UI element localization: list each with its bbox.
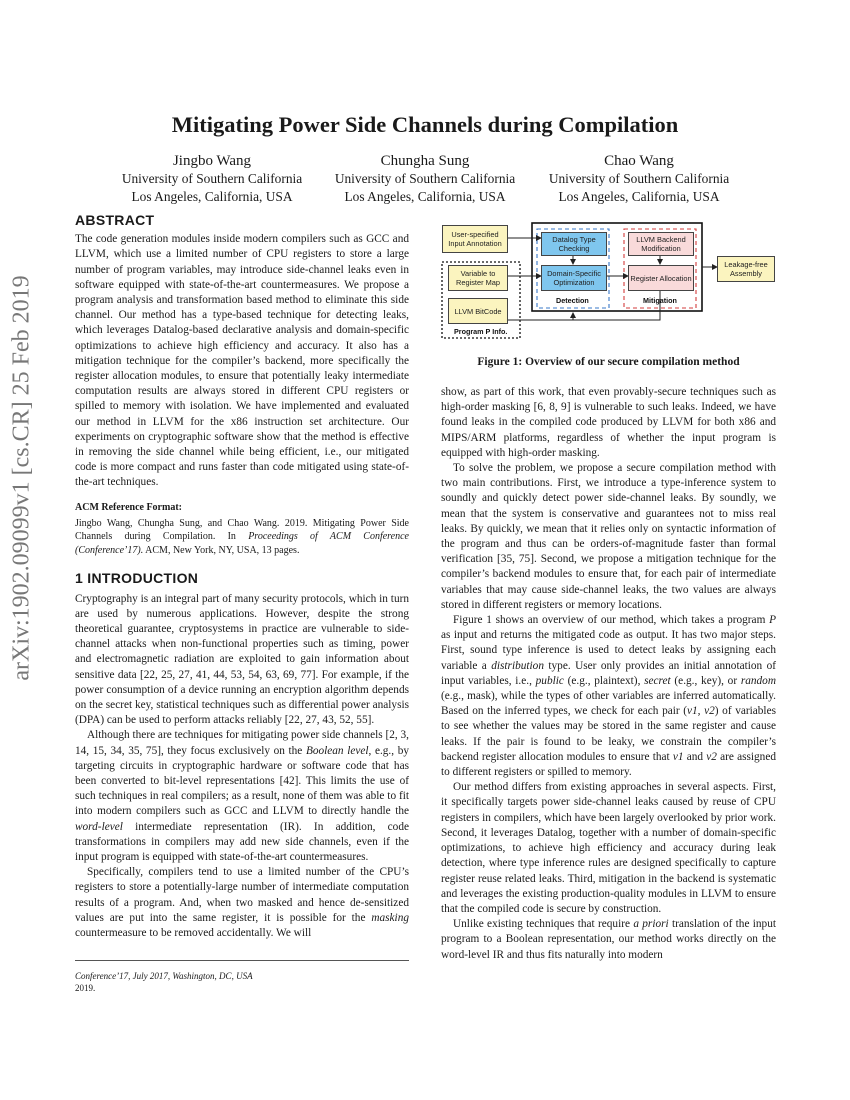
acm-reference-text: Jingbo Wang, Chungha Sung, and Chao Wang. 2019. Mitigating Power Side Channels during Compilation. In Proceedings of ACM Conference (Conference’17). ACM, New York, NY, USA, 13 pages. bbox=[75, 517, 410, 556]
left-column bbox=[75, 213, 409, 941]
author-location: Los Angeles, California, USA bbox=[558, 189, 720, 204]
footnote-rule bbox=[75, 960, 409, 961]
body-paragraph: Figure 1 shows an overview of our method, which takes a program P as input and returns the mitigated code as output. It has two major steps. First, sound type inference is used to detect leaks by assigning each variable a distribution type. User only provides an initial annotation of input variables, i.e., public (e.g., plaintext), secret (e.g., key), or random (e.g., mask), while the types of other variables are inferred automatically. Based on the inferred types, we check for each pair (v1, v2) of variables to see whether the values may be stored in the same register and cause leaks. If the pair is found to be leaky, we constrain the compiler’s backend register allocation modules to ensure that v1 and v2 are assigned to different registers or spilled to memory. bbox=[441, 614, 776, 779]
body-paragraph: show, as part of this work, that even provably-secure techniques such as high-order masking [6, 8, 9] is vulnerable to such leaks. Indeed, we have found leaks in the compiled code produced by LLVM for both x86 and MIPS/ARM platforms, regardless of whether the input program is equipped with high-order masking. bbox=[441, 386, 776, 459]
body-paragraph: To solve the problem, we propose a secure compilation method with two main contributions. First, we introduce a type-inference system to soundly and quickly detect power side-channel leaks. By soundly, we mean that the system is conservative and guarantees not to miss real leaks. By quickly, we mean that it relies only on syntactic information of the program and thus can be orders-of-magnitude faster than formal verification [35, 75]. Second, we propose a mitigation technique for the compiler’s backend modules to ensure that, for each pair of intermediate variables that may cause side-channel leaks, the two values are always stored in different registers or memory locations. bbox=[441, 462, 776, 611]
llvm-backend-modification-box: LLVM Backend Modification bbox=[628, 232, 694, 256]
detection-label: Detection bbox=[556, 296, 589, 305]
right-column bbox=[441, 385, 776, 963]
arxiv-id: arXiv:1902.09099v1 [cs.CR] 25 Feb 2019 bbox=[8, 275, 35, 681]
author-block bbox=[300, 152, 550, 206]
abstract-text: The code generation modules inside modern compilers such as GCC and LLVM, which use a limited number of CPU registers to store a large number of program variables, may introduce side-channel leaks even in software equipped with state-of-the-art countermeasures. We propose a program analysis and transformation based method to eliminate this side channel. Our method has a type-based technique for detecting leaks, which leverages Datalog-based declarative analysis and domain-specific optimizations to achieve high efficiency and accuracy. It also has a mitigation technique for the compiler’s backend, more specifically the register allocation modules, to ensure that potentially leaky intermediate computation results are always stored in different CPU registers or spilled to memory with isolation. We have implemented and evaluated our method in LLVM for the x86 instruction set architecture. Our experiments on cryptographic software show that the method is effective in removing the side channel while being efficient, i.e., our mitigated code is more compact and runs faster than code mitigated using state-of-the-art techniques. bbox=[75, 233, 409, 489]
body-paragraph: Unlike existing techniques that require a priori translation of the input program to a Boolean representation, our method works directly on the word-level IR and thus fits naturally into modern bbox=[441, 918, 776, 961]
figure-1-diagram bbox=[440, 220, 775, 345]
domain-specific-optimization-box: Domain-Specific Optimization bbox=[541, 265, 607, 291]
author-name: Jingbo Wang bbox=[172, 153, 252, 169]
author-location: Los Angeles, California, USA bbox=[344, 189, 506, 204]
leakage-free-assembly-box: Leakage-free Assembly bbox=[717, 256, 775, 282]
intro-paragraph: Specifically, compilers tend to use a limited number of the CPU’s registers to store a potentially-large number of intermediate computation results of a program. And, when two masked and hence de-sensitized values are put into the same register, it is possible for the masking countermeasure to be removed accidentally. We will bbox=[75, 866, 409, 940]
register-allocation-box: Register Allocation bbox=[628, 265, 694, 291]
intro-paragraph: Cryptography is an integral part of many security protocols, which in turn are used by numerous applications. However, despite the strong theoretical guarantee, cryptosystems in practice are vulnerable to side-channel attacks when non-functional properties such as timing, power and electromagnetic radiation are exploited to gain information about sensitive data [22, 25, 27, 41, 44, 53, 54, 63, 69, 77]. For example, if the power consumption of a device running an encryption algorithm depends on the secret key, statistical techniques such as differential power analysis (DPA) can be used to perform attacks reliably [22, 27, 43, 52, 55]. bbox=[75, 592, 409, 727]
body-paragraph: Our method differs from existing approaches in several aspects. First, it specifically targets power side-channel leaks caused by reuse of CPU registers in compilers, which have been largely overlooked by prior work. Second, it leverages Datalog, together with a number of domain-specific optimizations, to achieve high efficiency and accuracy during leak detection, where type inference rules are designed specifically to capture register reuse related leaks. Third, mitigation in the backend is systematic and leverages the existing production-quality modules in LLVM to ensure that the compiled code is secure by construction. bbox=[441, 781, 776, 915]
llvm-bitcode-box: LLVM BitCode bbox=[448, 298, 508, 324]
author-name: Chungha Sung bbox=[380, 153, 470, 169]
arxiv-sidebar bbox=[4, 268, 40, 688]
paper-title: Mitigating Power Side Channels during Compilation bbox=[171, 112, 679, 137]
program-info-label: Program P Info. bbox=[454, 327, 508, 336]
author-name: Chao Wang bbox=[604, 153, 674, 169]
intro-paragraph: Although there are techniques for mitigating power side channels [2, 3, 14, 15, 34, 35, 75], they focus exclusively on the Boolean level, e.g., by targeting circuits in cryptographic hardware or software code that has been converted to bit-level representations [42]. This limits the use of such techniques in real compilers; as a result, none of them was able to fit into modern compilers such as GCC and LLVM to directly handle the word-level intermediate representation (IR). In addition, code transformations in compilers may add new side channels, even if the input program is equipped with state-of-the-art countermeasures. bbox=[75, 729, 409, 864]
author-affiliation: University of Southern California bbox=[121, 171, 303, 186]
mitigation-label: Mitigation bbox=[643, 296, 677, 305]
footnote bbox=[75, 970, 253, 994]
user-annotation-box: User-specified Input Annotation bbox=[442, 225, 508, 253]
author-block bbox=[514, 152, 764, 206]
footnote-year: 2019. bbox=[75, 983, 96, 993]
author-affiliation: University of Southern California bbox=[548, 171, 730, 186]
author-affiliation: University of Southern California bbox=[334, 171, 516, 186]
introduction-heading: 1 INTRODUCTION bbox=[75, 570, 199, 587]
figure-caption: Figure 1: Overview of our secure compilation method bbox=[477, 356, 740, 368]
acm-reference-heading: ACM Reference Format: bbox=[75, 501, 182, 513]
footnote-venue: Conference’17, July 2017, Washington, DC, USA bbox=[75, 971, 253, 981]
variable-register-map-box: Variable to Register Map bbox=[448, 265, 508, 291]
datalog-type-checking-box: Datalog Type Checking bbox=[541, 232, 607, 256]
abstract-heading: ABSTRACT bbox=[75, 212, 155, 228]
author-location: Los Angeles, California, USA bbox=[131, 189, 293, 204]
